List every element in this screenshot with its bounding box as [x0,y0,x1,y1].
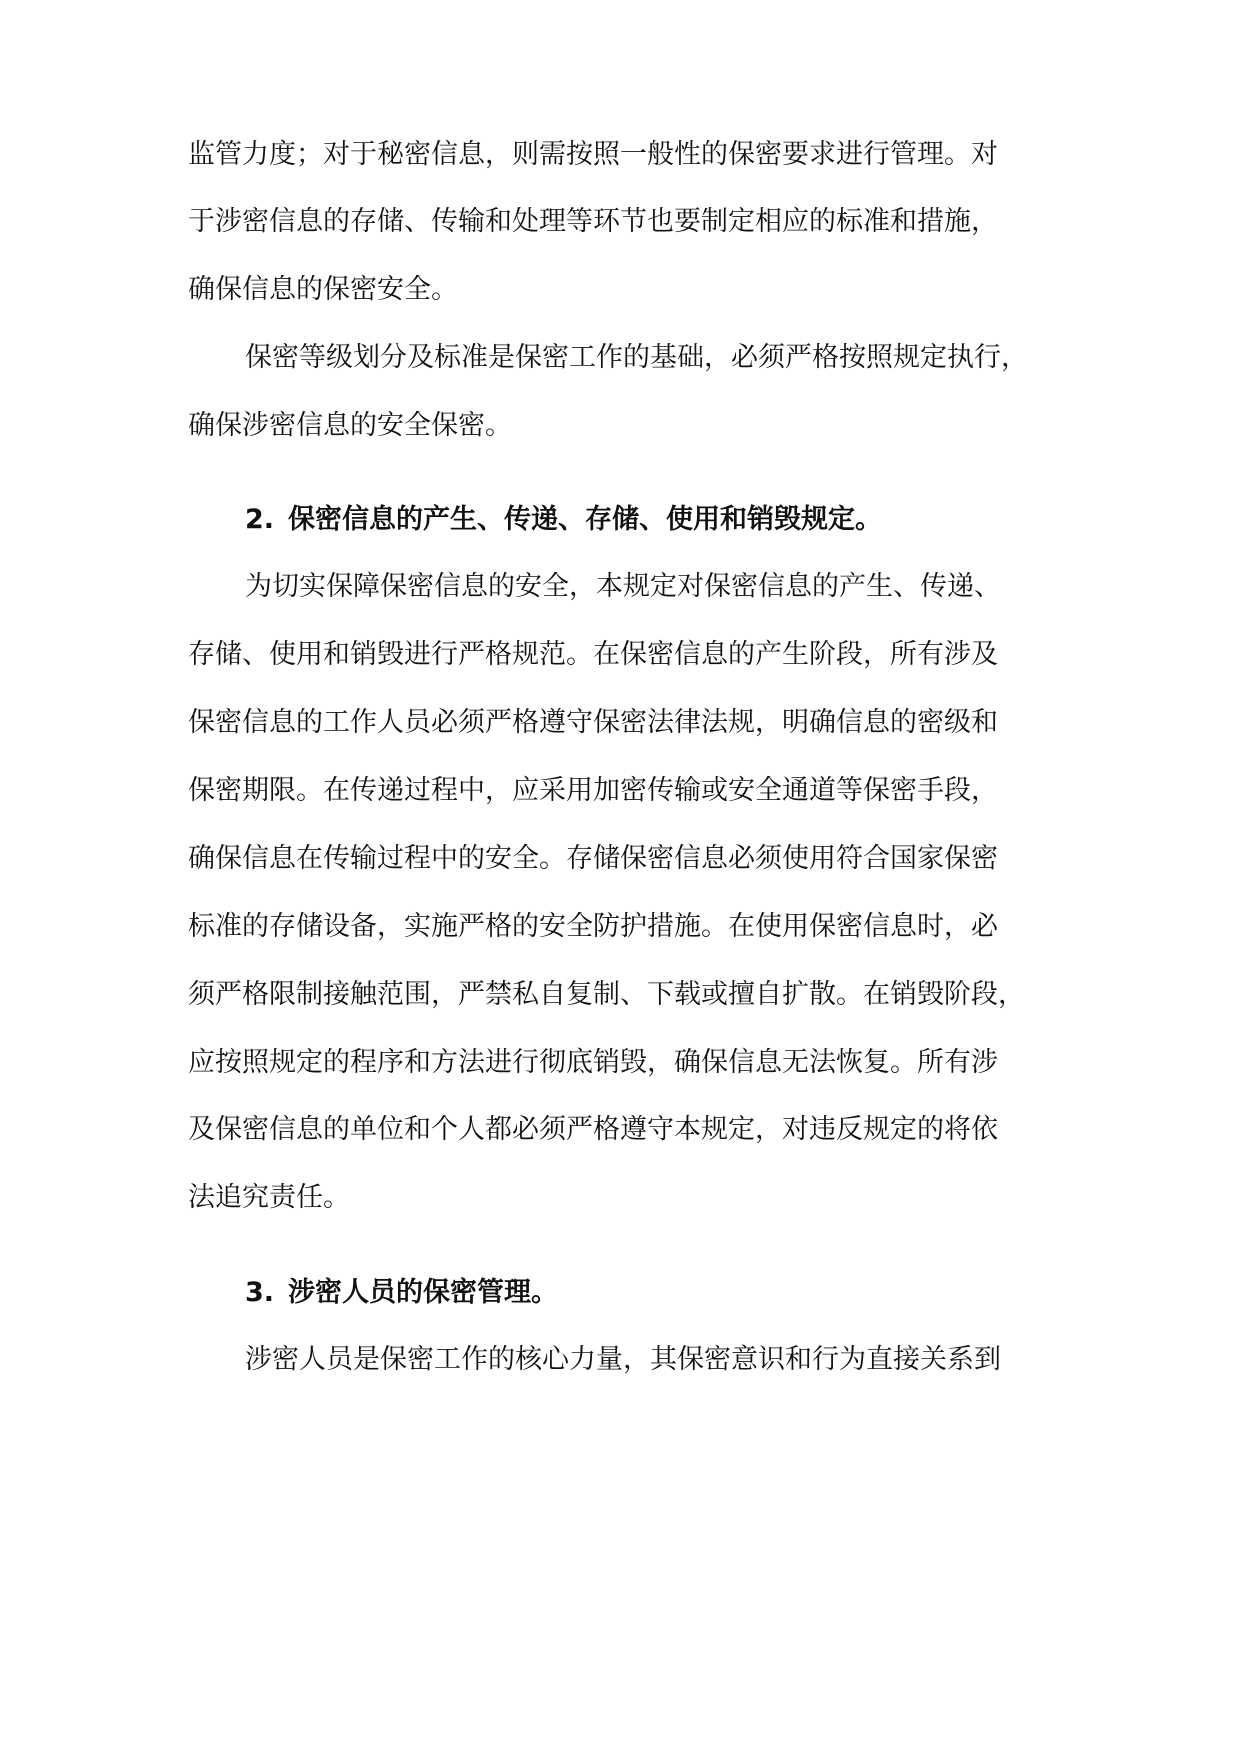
paragraph-line: 为切实保障保密信息的安全，本规定对保密信息的产生、传递、 [245,571,1001,602]
paragraph-line: 监管力度；对于秘密信息，则需按照一般性的保密要求进行管理。对 [188,139,998,170]
paragraph-line: 标准的存储设备，实施严格的安全防护措施。在使用保密信息时，必 [188,911,998,942]
section-number: 3. [245,1277,275,1308]
section-number: 2. [245,504,275,535]
paragraph-line: 确保信息的保密安全。 [188,274,458,305]
section-title: 保密信息的产生、传递、存储、使用和销毁规定。 [288,504,883,535]
paragraph-line: 涉密人员是保密工作的核心力量，其保密意识和行为直接关系到 [245,1344,1001,1375]
paragraph-line: 保密期限。在传递过程中，应采用加密传输或安全通道等保密手段， [188,775,998,806]
paragraph-line: 存储、使用和销毁进行严格规范。在保密信息的产生阶段，所有涉及 [188,639,998,670]
paragraph-line: 法追究责任。 [188,1182,350,1213]
paragraph-line: 须严格限制接触范围，严禁私自复制、下载或擅自扩散。在销毁阶段， [188,979,1025,1010]
paragraph-line: 及保密信息的单位和个人都必须严格遵守本规定，对违反规定的将依 [188,1114,998,1145]
paragraph-line: 保密信息的工作人员必须严格遵守保密法律法规，明确信息的密级和 [188,707,998,738]
paragraph-line: 应按照规定的程序和方法进行彻底销毁，确保信息无法恢复。所有涉 [188,1047,998,1078]
paragraph-line: 确保信息在传输过程中的安全。存储保密信息必须使用符合国家保密 [188,843,998,874]
paragraph-line: 于涉密信息的存储、传输和处理等环节也要制定相应的标准和措施， [188,206,998,237]
section-heading [245,1273,1068,1313]
section-heading [245,500,1068,540]
paragraph-line: 保密等级划分及标准是保密工作的基础，必须严格按照规定执行， [245,342,1028,373]
section-title: 涉密人员的保密管理。 [288,1277,559,1308]
paragraph-line: 确保涉密信息的安全保密。 [188,410,512,441]
